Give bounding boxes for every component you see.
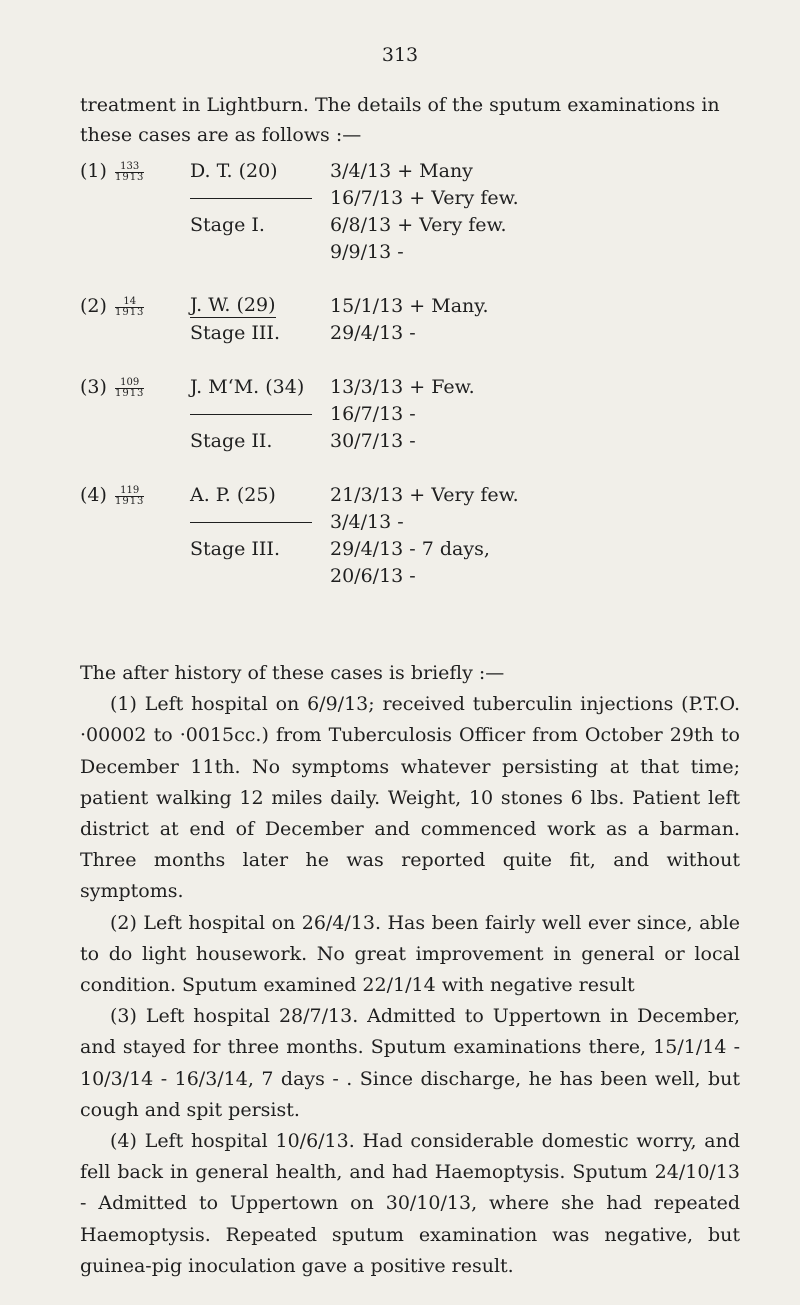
case-2-paragraph: (2) Left hospital on 26/4/13. Has been fairly well ever since, able to do light housework. No great improvement in general or local condition. Sputum examined 22/1/14 with negative result [80, 911, 740, 997]
patient-name: J. M‘M. (34) [190, 376, 305, 398]
case-fraction: $\frac{133}{1913}$ [114, 160, 145, 183]
patient-name: A. P. (25) [190, 484, 276, 506]
rule-line [190, 198, 312, 199]
case-fraction: $\frac{14}{1913}$ [114, 295, 145, 318]
sputum-result: 29/4/13 - [330, 322, 416, 344]
case-number: (1) $\frac{133}{1913}$ [80, 160, 145, 183]
after-history-heading: The after history of these cases is briefly :— [80, 662, 505, 684]
sputum-result: 20/6/13 - [330, 565, 416, 587]
case-number: (3) $\frac{109}{1913}$ [80, 376, 145, 399]
case-3-paragraph: (3) Left hospital 28/7/13. Admitted to Uppertown in December, and stayed for three months. Sputum examinations there, 15/1/14 - 10/3/14 - 16/3/14, 7 days - . Since discharge, he has been well, but cough and spit persist. [80, 1005, 740, 1121]
sputum-result: 13/3/13 + Few. [330, 376, 475, 398]
patient-name: J. W. (29) [190, 294, 276, 316]
intro-paragraph: treatment in Lightburn. The details of the sputum examinations in these cases are as follows :— [80, 94, 720, 146]
sputum-result: 15/1/13 + Many. [330, 295, 489, 317]
sputum-result: 29/4/13 - 7 days, [330, 538, 490, 560]
case-list [80, 158, 760, 590]
case-fraction: $\frac{119}{1913}$ [114, 484, 145, 507]
case-entry [80, 482, 760, 590]
sputum-result: 30/7/13 - [330, 430, 416, 452]
after-history-section [80, 658, 740, 1282]
patient-name: D. T. (20) [190, 160, 278, 182]
disease-stage: Stage III. [190, 322, 280, 344]
case-4-paragraph: (4) Left hospital 10/6/13. Had considerable domestic worry, and fell back in general health, and had Haemoptysis. Sputum 24/10/13 - Admitted to Uppertown on 30/10/13, where she had repeated Haemoptysis. Repeated sputum examination was negative, but guinea-pig inoculation gave a positive result. [80, 1130, 740, 1277]
case-entry [80, 374, 760, 482]
sputum-result: 9/9/13 - [330, 241, 404, 263]
sputum-result: 21/3/13 + Very few. [330, 484, 519, 506]
sputum-result: 6/8/13 + Very few. [330, 214, 507, 236]
rule-line [190, 522, 312, 523]
case-number: (2) $\frac{14}{1913}$ [80, 295, 145, 318]
sputum-result: 3/4/13 + Many [330, 160, 473, 182]
disease-stage: Stage III. [190, 538, 280, 560]
sputum-result: 16/7/13 + Very few. [330, 187, 519, 209]
case-entry [80, 158, 760, 293]
disease-stage: Stage I. [190, 214, 265, 236]
disease-stage: Stage II. [190, 430, 273, 452]
sputum-result: 16/7/13 - [330, 403, 416, 425]
page-number: 313 [381, 44, 419, 66]
sputum-result: 3/4/13 - [330, 511, 404, 533]
case-number: (4) $\frac{119}{1913}$ [80, 484, 145, 507]
case-1-paragraph: (1) Left hospital on 6/9/13; received tuberculin injections (P.T.O. ·00002 to ·0015cc.) from Tuberculosis Officer from October 29th to December 11th. No symptoms whatever persisting at that time; patient walking 12 miles daily. Weight, 10 stones 6 lbs. Patient left district at end of December and commenced work as a barman. Three months later he was reported quite fit, and without symptoms. [80, 693, 740, 903]
case-entry [80, 293, 760, 374]
rule-line [190, 414, 312, 415]
case-fraction: $\frac{109}{1913}$ [114, 376, 145, 399]
